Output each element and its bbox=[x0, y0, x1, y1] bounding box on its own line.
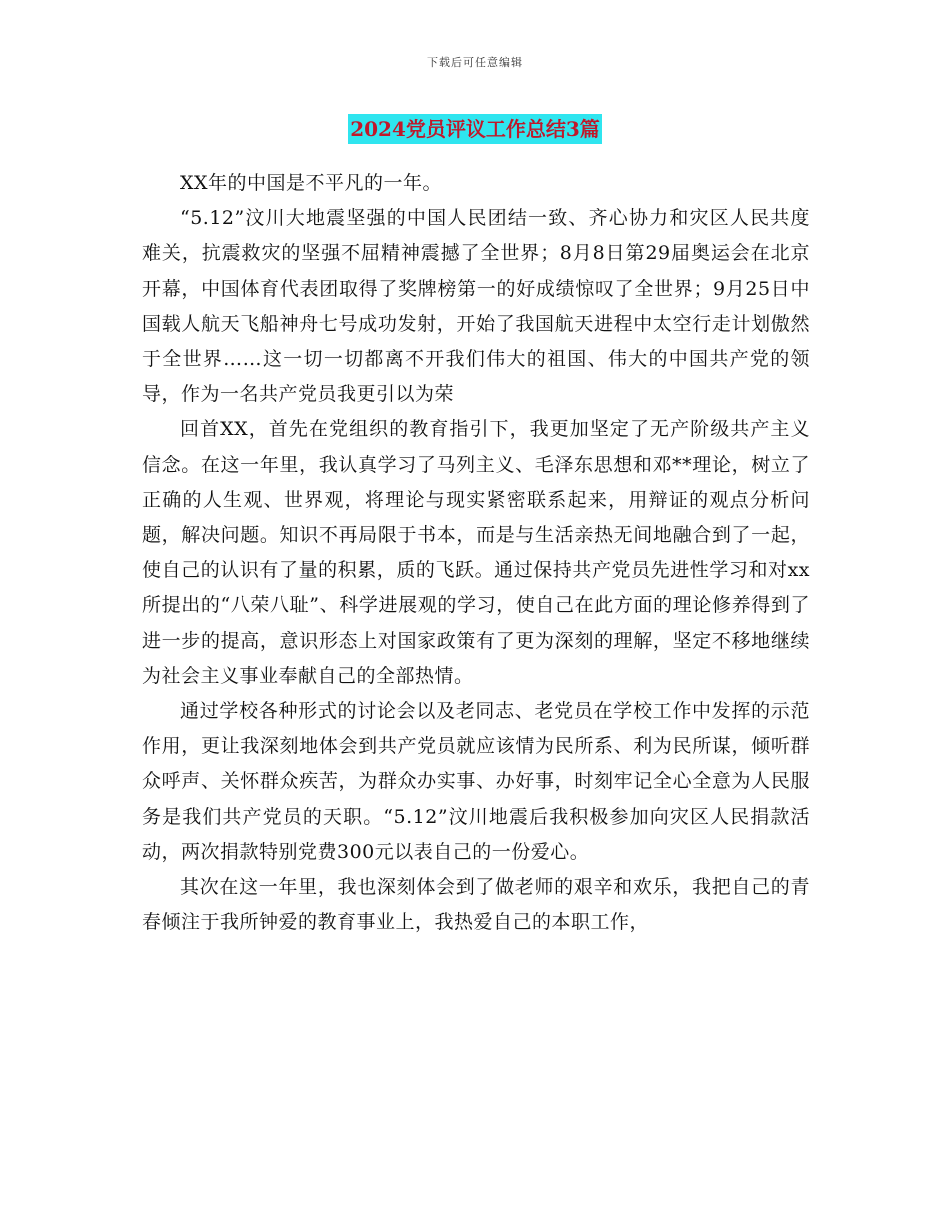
paragraph: 回首XX，首先在党组织的教育指引下，我更加坚定了无产阶级共产主义信念。在这一年里，我认真学习了马列主义、毛泽东思想和邓**理论，树立了正确的人生观、世界观，将理论与现实紧密联系起来，用辩证的观点分析问题，解决问题。知识不再局限于书本，而是与生活亲热无间地融合到了一起，使自己的认识有了量的积累，质的飞跃。通过保持共产党员先进性学习和对xx所提出的“八荣八耻”、科学进展观的学习，使自己在此方面的理论修养得到了进一步的提高，意识形态上对国家政策有了更为深刻的理解，坚定不移地继续为社会主义事业奉献自己的全部热情。 bbox=[142, 418, 810, 687]
page-header-note: 下载后可任意编辑 bbox=[427, 56, 523, 69]
paragraph: “5.12”汶川大地震坚强的中国人民团结一致、齐心协力和灾区人民共度难关，抗震救灾的坚强不屈精神震撼了全世界；8月8日第29届奥运会在北京开幕，中国体育代表团取得了奖牌榜第一的好成绩惊叹了全世界；9月25日中国载人航天飞船神舟七号成功发射，开始了我国航天进程中太空行走计划傲然于全世界……这一切一切都离不开我们伟大的祖国、伟大的中国共产党的领导，作为一名共产党员我更引以为荣 bbox=[142, 207, 810, 406]
paragraph: 其次在这一年里，我也深刻体会到了做老师的艰辛和欢乐，我把自己的青春倾注于我所钟爱的教育事业上，我热爱自己的本职工作， bbox=[142, 876, 810, 934]
title-container bbox=[0, 114, 950, 144]
document-body bbox=[142, 166, 810, 940]
paragraph: XX年的中国是不平凡的一年。 bbox=[180, 172, 443, 194]
document-title: 2024党员评议工作总结3篇 bbox=[348, 114, 602, 144]
paragraph: 通过学校各种形式的讨论会以及老同志、老党员在学校工作中发挥的示范作用，更让我深刻地体会到共产党员就应该情为民所系、利为民所谋，倾听群众呼声、关怀群众疾苦，为群众办实事、办好事，时刻牢记全心全意为人民服务是我们共产党员的天职。“5.12”汶川地震后我积极参加向灾区人民捐款活动，两次捐款特别党费300元以表自己的一份爱心。 bbox=[142, 700, 810, 863]
